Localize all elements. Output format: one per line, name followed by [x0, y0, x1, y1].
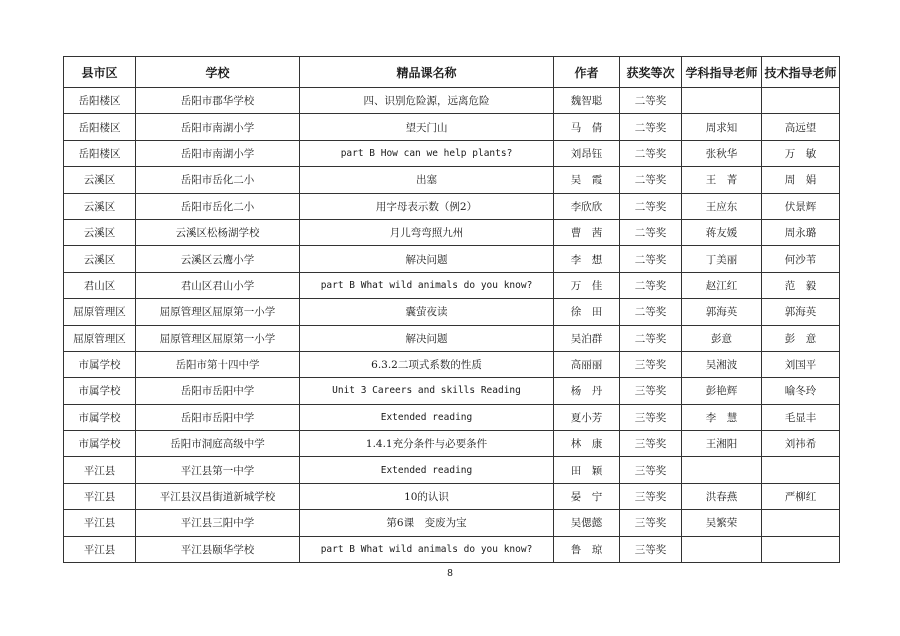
cell-course-title: 四、识别危险源，远离危险 [300, 88, 554, 114]
cell-tech-advisor: 周永璐 [762, 219, 840, 245]
cell-district: 云溪区 [64, 246, 136, 272]
table-row [64, 510, 840, 536]
cell-subject-advisor: 吴繁荣 [682, 510, 762, 536]
cell-subject-advisor: 赵江红 [682, 272, 762, 298]
cell-subject-advisor: 王应东 [682, 193, 762, 219]
table-row [64, 351, 840, 377]
header-award-level: 获奖等次 [620, 57, 682, 88]
table-row [64, 88, 840, 114]
table-body [64, 88, 840, 563]
cell-tech-advisor: 周 娟 [762, 167, 840, 193]
cell-school: 平江县三阳中学 [136, 510, 300, 536]
header-district: 县市区 [64, 57, 136, 88]
cell-award-level: 三等奖 [620, 510, 682, 536]
cell-school: 云溪区松杨湖学校 [136, 219, 300, 245]
cell-author: 田 颖 [554, 457, 620, 483]
cell-course-title: part B How can we help plants? [300, 140, 554, 166]
table-row [64, 378, 840, 404]
header-tech-advisor: 技术指导老师 [762, 57, 840, 88]
cell-author: 鲁 琼 [554, 536, 620, 562]
cell-award-level: 二等奖 [620, 193, 682, 219]
header-school: 学校 [136, 57, 300, 88]
cell-district: 君山区 [64, 272, 136, 298]
cell-award-level: 三等奖 [620, 351, 682, 377]
cell-author: 曹 茜 [554, 219, 620, 245]
cell-award-level: 二等奖 [620, 246, 682, 272]
cell-course-title: part B What wild animals do you know? [300, 272, 554, 298]
cell-district: 市属学校 [64, 404, 136, 430]
table-row [64, 140, 840, 166]
cell-school: 平江县第一中学 [136, 457, 300, 483]
cell-subject-advisor [682, 88, 762, 114]
cell-tech-advisor: 毛显丰 [762, 404, 840, 430]
cell-course-title: 解决问题 [300, 246, 554, 272]
cell-subject-advisor: 周求知 [682, 114, 762, 140]
cell-district: 平江县 [64, 536, 136, 562]
cell-subject-advisor: 张秋华 [682, 140, 762, 166]
cell-district: 平江县 [64, 510, 136, 536]
cell-district: 平江县 [64, 457, 136, 483]
cell-course-title: 用字母表示数（例2） [300, 193, 554, 219]
cell-subject-advisor: 李 慧 [682, 404, 762, 430]
cell-course-title: 1.4.1充分条件与必要条件 [300, 431, 554, 457]
cell-school: 平江县汉昌街道新城学校 [136, 483, 300, 509]
cell-course-title: 解决问题 [300, 325, 554, 351]
cell-subject-advisor [682, 457, 762, 483]
cell-district: 云溪区 [64, 219, 136, 245]
cell-author: 李 想 [554, 246, 620, 272]
award-table [63, 56, 840, 563]
table-row [64, 325, 840, 351]
cell-school: 屈原管理区屈原第一小学 [136, 325, 300, 351]
cell-school: 岳阳市南湖小学 [136, 114, 300, 140]
table-row [64, 404, 840, 430]
cell-tech-advisor [762, 510, 840, 536]
cell-course-title: 10的认识 [300, 483, 554, 509]
cell-author: 夏小芳 [554, 404, 620, 430]
cell-author: 杨 丹 [554, 378, 620, 404]
header-row [64, 57, 840, 88]
cell-district: 岳阳楼区 [64, 140, 136, 166]
cell-award-level: 二等奖 [620, 88, 682, 114]
cell-award-level: 三等奖 [620, 536, 682, 562]
cell-district: 云溪区 [64, 167, 136, 193]
cell-author: 徐 田 [554, 299, 620, 325]
cell-district: 市属学校 [64, 378, 136, 404]
cell-tech-advisor [762, 457, 840, 483]
cell-school: 君山区君山小学 [136, 272, 300, 298]
cell-course-title: 望天门山 [300, 114, 554, 140]
cell-author: 晏 宁 [554, 483, 620, 509]
cell-course-title: Extended reading [300, 404, 554, 430]
cell-award-level: 三等奖 [620, 431, 682, 457]
cell-author: 高丽丽 [554, 351, 620, 377]
cell-author: 吴偲懿 [554, 510, 620, 536]
cell-award-level: 二等奖 [620, 325, 682, 351]
page-number: 8 [447, 568, 453, 579]
cell-course-title: 月儿弯弯照九州 [300, 219, 554, 245]
header-subject-advisor: 学科指导老师 [682, 57, 762, 88]
cell-subject-advisor: 吴湘波 [682, 351, 762, 377]
table-row [64, 457, 840, 483]
table-row [64, 193, 840, 219]
table-row [64, 299, 840, 325]
cell-award-level: 三等奖 [620, 404, 682, 430]
cell-subject-advisor: 洪春燕 [682, 483, 762, 509]
cell-tech-advisor: 喻冬玲 [762, 378, 840, 404]
cell-author: 李欣欣 [554, 193, 620, 219]
cell-school: 岳阳市第十四中学 [136, 351, 300, 377]
cell-tech-advisor: 刘国平 [762, 351, 840, 377]
cell-tech-advisor [762, 88, 840, 114]
cell-district: 岳阳楼区 [64, 88, 136, 114]
cell-district: 市属学校 [64, 431, 136, 457]
cell-award-level: 二等奖 [620, 219, 682, 245]
cell-award-level: 二等奖 [620, 114, 682, 140]
cell-author: 林 康 [554, 431, 620, 457]
cell-tech-advisor: 郭海英 [762, 299, 840, 325]
cell-tech-advisor: 刘祎希 [762, 431, 840, 457]
cell-district: 岳阳楼区 [64, 114, 136, 140]
cell-tech-advisor: 高远望 [762, 114, 840, 140]
cell-award-level: 三等奖 [620, 483, 682, 509]
cell-course-title: part B What wild animals do you know? [300, 536, 554, 562]
cell-award-level: 三等奖 [620, 457, 682, 483]
cell-course-title: 出塞 [300, 167, 554, 193]
cell-subject-advisor: 王 菁 [682, 167, 762, 193]
cell-school: 岳阳市岳化二小 [136, 167, 300, 193]
cell-tech-advisor: 伏景辉 [762, 193, 840, 219]
cell-author: 万 佳 [554, 272, 620, 298]
cell-award-level: 二等奖 [620, 272, 682, 298]
cell-course-title: Unit 3 Careers and skills Reading [300, 378, 554, 404]
cell-author: 吴 霞 [554, 167, 620, 193]
cell-tech-advisor: 严柳红 [762, 483, 840, 509]
cell-tech-advisor: 万 敏 [762, 140, 840, 166]
cell-subject-advisor: 丁美丽 [682, 246, 762, 272]
cell-course-title: 第6课 变废为宝 [300, 510, 554, 536]
cell-tech-advisor: 范 毅 [762, 272, 840, 298]
cell-author: 吴泊群 [554, 325, 620, 351]
cell-tech-advisor [762, 536, 840, 562]
table-row [64, 114, 840, 140]
cell-district: 云溪区 [64, 193, 136, 219]
cell-district: 平江县 [64, 483, 136, 509]
cell-subject-advisor: 王湘阳 [682, 431, 762, 457]
cell-tech-advisor: 何沙苇 [762, 246, 840, 272]
cell-tech-advisor: 彭 意 [762, 325, 840, 351]
cell-award-level: 二等奖 [620, 140, 682, 166]
cell-school: 屈原管理区屈原第一小学 [136, 299, 300, 325]
cell-award-level: 二等奖 [620, 299, 682, 325]
cell-subject-advisor: 彭意 [682, 325, 762, 351]
cell-district: 屈原管理区 [64, 325, 136, 351]
cell-school: 岳阳市岳阳中学 [136, 404, 300, 430]
cell-course-title: Extended reading [300, 457, 554, 483]
cell-award-level: 三等奖 [620, 378, 682, 404]
cell-school: 平江县颐华学校 [136, 536, 300, 562]
header-author: 作者 [554, 57, 620, 88]
cell-district: 屈原管理区 [64, 299, 136, 325]
table-row [64, 272, 840, 298]
cell-school: 岳阳市郡华学校 [136, 88, 300, 114]
header-course-title: 精品课名称 [300, 57, 554, 88]
cell-author: 刘昂钰 [554, 140, 620, 166]
cell-subject-advisor: 彭艳辉 [682, 378, 762, 404]
cell-school: 云溪区云鹰小学 [136, 246, 300, 272]
cell-district: 市属学校 [64, 351, 136, 377]
cell-author: 魏智聪 [554, 88, 620, 114]
cell-school: 岳阳市洞庭高级中学 [136, 431, 300, 457]
cell-school: 岳阳市岳阳中学 [136, 378, 300, 404]
cell-course-title: 囊萤夜读 [300, 299, 554, 325]
cell-subject-advisor [682, 536, 762, 562]
table-row [64, 536, 840, 562]
cell-school: 岳阳市岳化二小 [136, 193, 300, 219]
cell-award-level: 二等奖 [620, 167, 682, 193]
table-row [64, 483, 840, 509]
cell-course-title: 6.3.2二项式系数的性质 [300, 351, 554, 377]
cell-school: 岳阳市南湖小学 [136, 140, 300, 166]
table-row [64, 246, 840, 272]
table-row [64, 431, 840, 457]
cell-subject-advisor: 郭海英 [682, 299, 762, 325]
cell-author: 马 倩 [554, 114, 620, 140]
cell-subject-advisor: 蒋友媛 [682, 219, 762, 245]
table-row [64, 167, 840, 193]
table-row [64, 219, 840, 245]
